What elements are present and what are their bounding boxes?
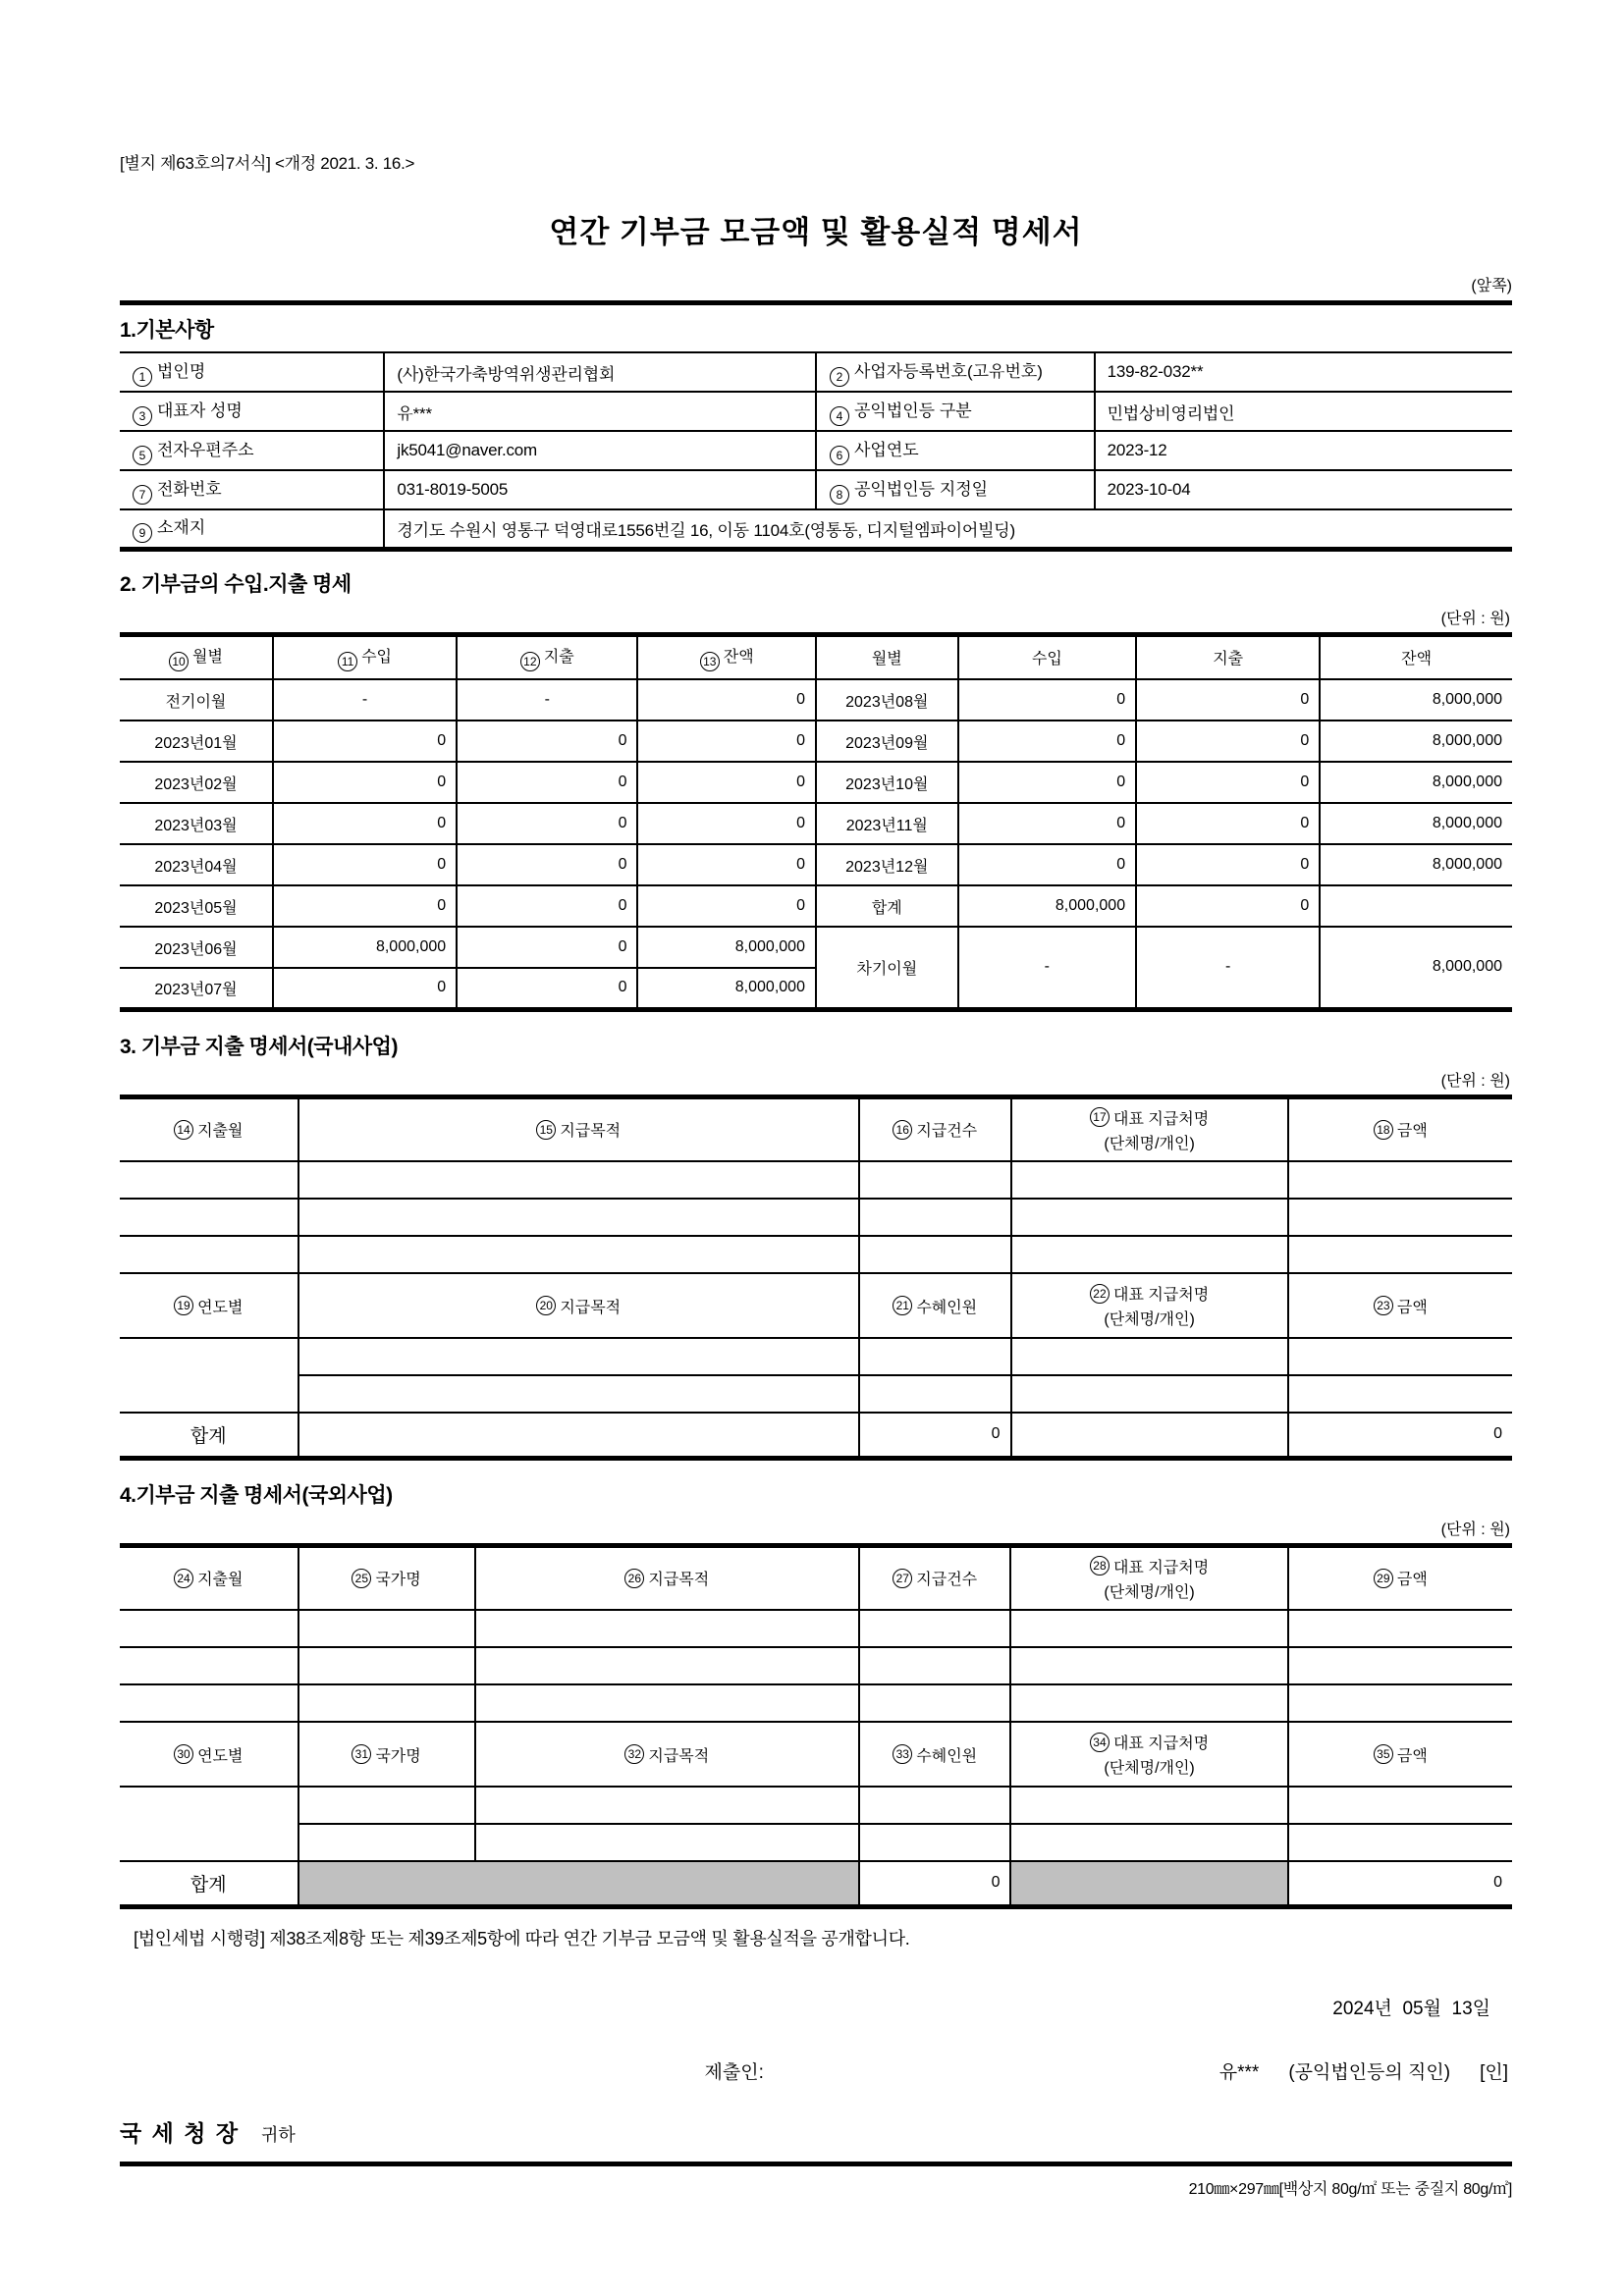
section1-heading: 1.기본사항 — [120, 319, 214, 342]
col-country: 31 국가명 — [298, 1722, 475, 1787]
circled-number: 16 — [893, 1120, 912, 1140]
circled-number: 27 — [893, 1569, 912, 1588]
seal-mark: [인] — [1480, 2061, 1508, 2083]
col-expense: 12 지출 — [457, 634, 637, 679]
phone-label: 7 전화번호 — [120, 470, 384, 509]
empty-row — [120, 1338, 1512, 1375]
phone-value: 031-8019-5005 — [384, 470, 816, 509]
col-country: 25 국가명 — [298, 1545, 475, 1610]
circled-number: 34 — [1090, 1733, 1110, 1752]
basic-info-table — [120, 351, 1512, 552]
table-row — [120, 470, 1512, 509]
representative-label: 3 대표자 성명 — [120, 392, 384, 431]
empty-row — [120, 1375, 1512, 1413]
designation-date-value: 2023-10-04 — [1095, 470, 1512, 509]
total-row — [120, 1413, 1512, 1458]
table-row: 2023년05월 0 0 0 합계 8,000,000 0 — [120, 885, 1512, 927]
circled-number: 22 — [1090, 1284, 1110, 1304]
declaration-text: [법인세법 시행령] 제38조제8항 또는 제39조제5항에 따라 연간 기부금 모금액 및 활용실적을 공개합니다. — [134, 1928, 910, 1949]
circled-number: 12 — [520, 652, 540, 671]
circled-number: 5 — [133, 446, 152, 465]
recipient-name: 국 세 청 장 — [120, 2119, 241, 2146]
recipient-suffix: 귀하 — [261, 2124, 296, 2145]
empty-row — [120, 1647, 1512, 1684]
circled-number: 11 — [338, 652, 357, 671]
circled-number: 19 — [174, 1296, 193, 1315]
col-payee-name: 22 대표 지급처명 (단체명/개인) — [1011, 1273, 1288, 1338]
section4-heading: 4.기부금 지출 명세서(국외사업) — [120, 1483, 393, 1507]
divider — [120, 300, 1512, 305]
unit-note: (단위 : 원) — [1440, 610, 1510, 627]
address-label: 9 소재지 — [120, 509, 384, 549]
circled-number: 26 — [624, 1569, 644, 1588]
email-value: jk5041@naver.com — [384, 431, 816, 470]
circled-number: 20 — [536, 1296, 556, 1315]
paper-spec-note: 210㎜×297㎜[백상지 80g/㎡ 또는 중질지 80g/㎡] — [1188, 2180, 1512, 2198]
col-amount: 35 금액 — [1288, 1722, 1512, 1787]
header-row — [120, 1545, 1512, 1610]
circled-number: 32 — [624, 1744, 644, 1764]
col-income: 11 수입 — [273, 634, 457, 679]
empty-row — [120, 1610, 1512, 1647]
section3-heading: 3. 기부금 지출 명세서(국내사업) — [120, 1035, 398, 1058]
submitter-label: 제출인: — [704, 2061, 764, 2083]
biz-number-label: 2 사업자등록번호(고유번호) — [816, 352, 1095, 392]
total-label: 합계 — [120, 1413, 298, 1458]
header-row — [120, 1722, 1512, 1787]
col-payee-name: 34 대표 지급처명 (단체명/개인) — [1010, 1722, 1287, 1787]
col-beneficiaries: 21 수혜인원 — [859, 1273, 1011, 1338]
empty-row — [120, 1161, 1512, 1199]
header-row — [120, 1273, 1512, 1338]
circled-number: 14 — [174, 1120, 193, 1140]
designation-date-label: 8 공익법인등 지정일 — [816, 470, 1095, 509]
table-row — [120, 431, 1512, 470]
circled-number: 8 — [830, 485, 849, 505]
divider — [120, 2162, 1512, 2166]
circled-number: 10 — [169, 652, 189, 671]
total-count: 0 — [859, 1413, 1011, 1458]
table-row: 2023년06월 8,000,000 0 8,000,000 차기이월 - - 8,000,000 — [120, 927, 1512, 968]
corp-name-value: (사)한국가축방역위생관리협회 — [384, 352, 816, 392]
circled-number: 28 — [1090, 1556, 1110, 1575]
table-row: 2023년02월 0 0 0 2023년10월 0 0 8,000,000 — [120, 762, 1512, 803]
org-type-value: 민법상비영리법인 — [1095, 392, 1512, 431]
carryover-label-cell: 차기이월 — [816, 927, 958, 1009]
col-balance: 13 잔액 — [637, 634, 816, 679]
empty-row — [120, 1199, 1512, 1236]
table-row — [120, 392, 1512, 431]
table-row: 2023년03월 0 0 0 2023년11월 0 0 8,000,000 — [120, 803, 1512, 844]
page-title: 연간 기부금 모금액 및 활용실적 명세서 — [549, 215, 1083, 249]
circled-number: 24 — [174, 1569, 193, 1588]
submitter-line — [120, 2057, 1512, 2084]
col-beneficiaries: 33 수혜인원 — [859, 1722, 1011, 1787]
col-amount: 29 금액 — [1288, 1545, 1512, 1610]
representative-value: 유*** — [384, 392, 816, 431]
col-balance-right: 잔액 — [1320, 634, 1512, 679]
table-row: 전기이월 - - 0 2023년08월 0 0 8,000,000 — [120, 679, 1512, 721]
col-payee-name: 17 대표 지급처명 (단체명/개인) — [1011, 1096, 1288, 1161]
fiscal-year-label: 6 사업연도 — [816, 431, 1095, 470]
circled-number: 23 — [1374, 1296, 1393, 1315]
col-yearly: 19 연도별 — [120, 1273, 298, 1338]
circled-number: 9 — [133, 523, 152, 543]
circled-number: 21 — [893, 1296, 912, 1315]
biz-number-value: 139-82-032** — [1095, 352, 1512, 392]
header-row — [120, 634, 1512, 679]
circled-number: 18 — [1374, 1120, 1393, 1140]
unit-note: (단위 : 원) — [1440, 1072, 1510, 1090]
header-row — [120, 1096, 1512, 1161]
overseas-expense-table — [120, 1543, 1512, 1909]
empty-row — [120, 1236, 1512, 1273]
col-yearly: 30 연도별 — [120, 1722, 298, 1787]
donation-flow-table — [120, 632, 1512, 1012]
circled-number: 31 — [352, 1744, 371, 1764]
submitter-name: 유*** — [1218, 2061, 1260, 2083]
circled-number: 15 — [536, 1120, 556, 1140]
col-income-right: 수입 — [958, 634, 1137, 679]
shaded-cell — [298, 1861, 859, 1906]
col-payment-count: 27 지급건수 — [859, 1545, 1011, 1610]
col-payee-name: 28 대표 지급처명 (단체명/개인) — [1010, 1545, 1287, 1610]
col-payment-purpose: 20 지급목적 — [298, 1273, 859, 1338]
total-amount: 0 — [1288, 1861, 1512, 1906]
table-row: 2023년04월 0 0 0 2023년12월 0 0 8,000,000 — [120, 844, 1512, 885]
col-payment-purpose: 26 지급목적 — [475, 1545, 859, 1610]
domestic-expense-table — [120, 1095, 1512, 1461]
col-payment-purpose: 15 지급목적 — [298, 1096, 859, 1161]
doc-reference: [별지 제63호의7서식] <개정 2021. 3. 16.> — [120, 154, 415, 173]
total-amount: 0 — [1288, 1413, 1512, 1458]
circled-number: 35 — [1374, 1744, 1393, 1764]
circled-number: 33 — [893, 1744, 912, 1764]
fiscal-year-value: 2023-12 — [1095, 431, 1512, 470]
total-row — [120, 1861, 1512, 1906]
table-row — [120, 352, 1512, 392]
empty-row — [120, 1824, 1512, 1861]
circled-number: 25 — [352, 1569, 371, 1588]
empty-row — [120, 1684, 1512, 1722]
submission-date: 2024년 05월 13일 — [1332, 1998, 1490, 2019]
total-count: 0 — [859, 1861, 1011, 1906]
table-row: 2023년07월 0 0 8,000,000 — [120, 968, 1512, 1009]
circled-number: 29 — [1374, 1569, 1393, 1588]
circled-number: 3 — [133, 406, 152, 426]
email-label: 5 전자우편주소 — [120, 431, 384, 470]
col-expense-month: 24 지출월 — [120, 1545, 298, 1610]
col-expense-month: 14 지출월 — [120, 1096, 298, 1161]
recipient-line — [120, 2115, 1512, 2148]
col-month: 10 월별 — [120, 634, 273, 679]
col-amount: 23 금액 — [1288, 1273, 1512, 1338]
table-row — [120, 509, 1512, 549]
circled-number: 4 — [830, 406, 849, 426]
circled-number: 30 — [174, 1744, 193, 1764]
section2-heading: 2. 기부금의 수입.지출 명세 — [120, 572, 352, 596]
empty-row — [120, 1787, 1512, 1824]
total-label: 합계 — [120, 1861, 298, 1906]
circled-number: 1 — [133, 367, 152, 387]
page-side-note: (앞쪽) — [1471, 278, 1512, 294]
corp-name-label: 1 법인명 — [120, 352, 384, 392]
col-payment-count: 16 지급건수 — [859, 1096, 1011, 1161]
col-expense-right: 지출 — [1136, 634, 1320, 679]
circled-number: 2 — [830, 367, 849, 387]
total-label-cell: 합계 — [816, 885, 958, 927]
org-type-label: 4 공익법인등 구분 — [816, 392, 1095, 431]
circled-number: 7 — [133, 485, 152, 505]
col-month-right: 월별 — [816, 634, 958, 679]
unit-note: (단위 : 원) — [1440, 1521, 1510, 1538]
circled-number: 13 — [700, 652, 720, 671]
circled-number: 17 — [1090, 1107, 1110, 1127]
seal-note: (공익법인등의 직인) — [1288, 2061, 1451, 2083]
col-payment-purpose: 32 지급목적 — [475, 1722, 859, 1787]
col-amount: 18 금액 — [1288, 1096, 1512, 1161]
circled-number: 6 — [830, 446, 849, 465]
address-value: 경기도 수원시 영통구 덕영대로1556번길 16, 이동 1104호(영통동, 디지털엠파이어빌딩) — [384, 509, 1512, 549]
shaded-cell — [1010, 1861, 1287, 1906]
table-row: 2023년01월 0 0 0 2023년09월 0 0 8,000,000 — [120, 721, 1512, 762]
